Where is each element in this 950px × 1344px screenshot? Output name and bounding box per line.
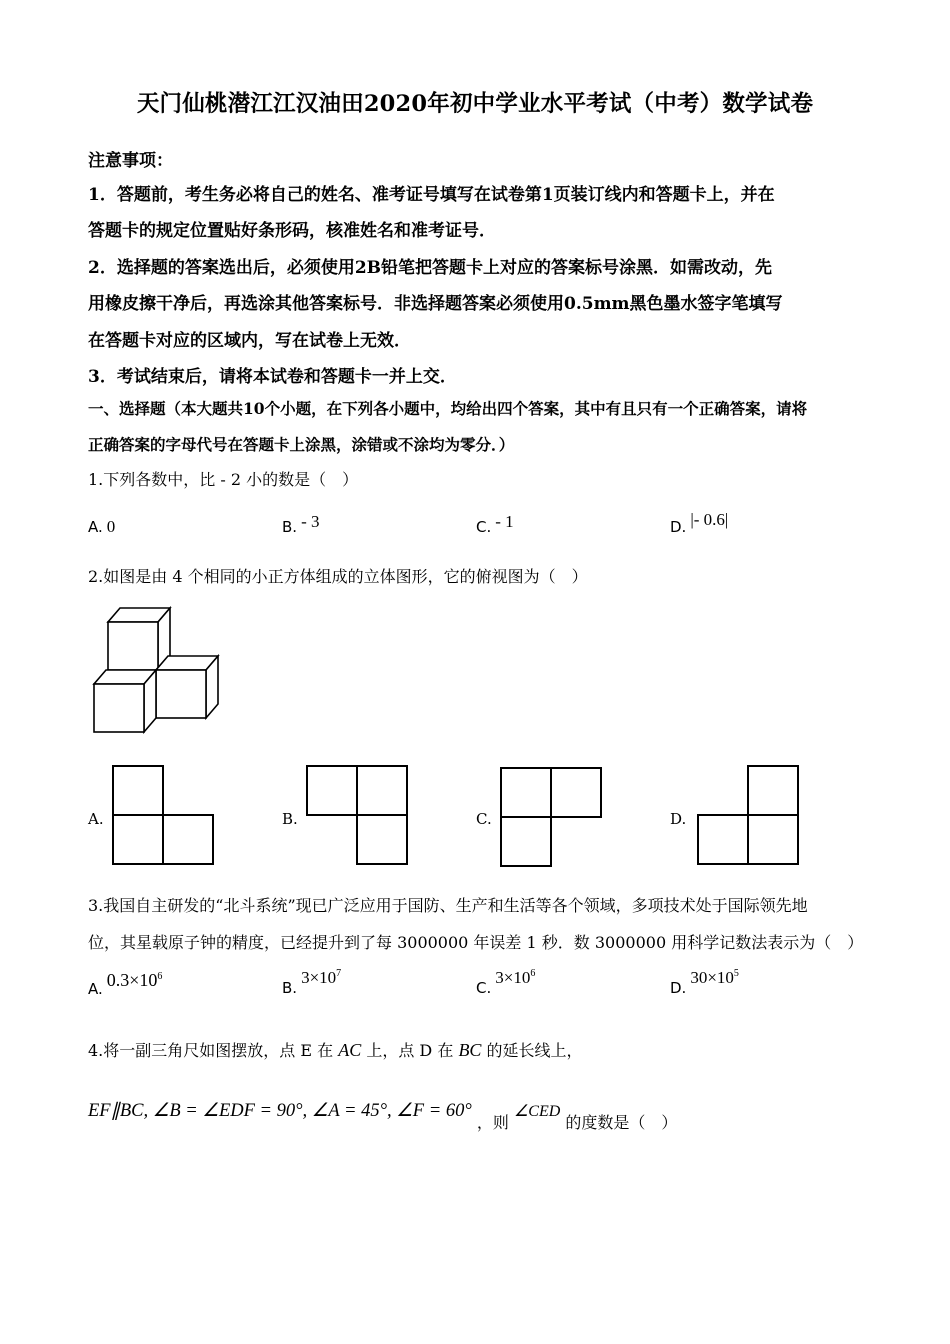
q2-option-d-label: D. [670, 810, 687, 828]
q2-option-c-figure [500, 767, 602, 867]
segment-ac: AC [338, 1040, 362, 1060]
option-label: A. [88, 980, 103, 998]
note-line: 在答题卡对应的区域内，写在试卷上无效． [88, 331, 411, 351]
cube-figure [92, 604, 222, 734]
q1-option-a [88, 517, 115, 537]
q2-option-c-label: C. [476, 810, 492, 828]
option-value: - 3 [301, 512, 320, 531]
q1-option-c [476, 512, 514, 537]
q3-option-c [476, 968, 536, 998]
q3-option-a [88, 970, 163, 999]
question-1-stem: 1.下列各数中，比 - 2 小的数是（ ） [88, 470, 359, 489]
option-label: D. [670, 979, 687, 997]
option-label: A. [88, 518, 103, 536]
option-value: $3\times 10^7$ [301, 968, 342, 987]
question-4-condition: EF∥BC, ∠B = ∠EDF = 90°, ∠A = 45°, ∠F = 60° ，则 ∠CED 的度数是（ ） [88, 1101, 678, 1132]
q2-option-d-figure [697, 765, 799, 865]
option-label: C. [476, 979, 492, 997]
q3-option-b [282, 968, 342, 998]
section-heading-cont: 正确答案的字母代号在答题卡上涂黑，涂错或不涂均为零分．） [88, 435, 515, 454]
option-value: |- 0.6| [690, 510, 729, 529]
option-label: B. [282, 518, 298, 536]
question-4-stem: 4.将一副三角尺如图摆放，点 E 在 AC 上，点 D 在 BC 的延长线上， [88, 1040, 583, 1060]
note-line: 答题卡的规定位置贴好条形码，核准姓名和准考证号． [88, 221, 496, 241]
option-value: $0.3\times 10^6$ [106, 970, 163, 990]
option-value: $3\times 10^6$ [495, 968, 536, 987]
q1-option-d [670, 510, 729, 537]
condition-formula: EF∥BC, ∠B = ∠EDF = 90°, ∠A = 45°, ∠F = 60° [88, 1101, 472, 1121]
q2-option-b-label: B. [282, 810, 298, 828]
option-label: C. [476, 518, 492, 536]
q2-option-b-figure [306, 765, 408, 865]
segment-bc: BC [458, 1040, 482, 1060]
angle-ced: ∠CED [513, 1103, 561, 1120]
option-label: B. [282, 979, 298, 997]
option-value: $30\times 10^5$ [690, 968, 739, 987]
q3-option-d [670, 968, 739, 998]
section-heading: 一、选择题（本大题共10个小题，在下列各小题中，均给出四个答案，其中有且只有一个正确答案，请将 [88, 399, 808, 418]
q2-option-a-figure [112, 765, 214, 865]
note-line: 用橡皮擦干净后，再选涂其他答案标号．非选择题答案必须使用0.5mm黑色墨水签字笔填写 [88, 294, 783, 314]
q2-option-a-label: A. [88, 810, 104, 828]
notes-heading: 注意事项： [88, 151, 173, 171]
question-3-stem: 3.我国自主研发的“北斗系统”现已广泛应用于国防、生产和生活等各个领域，多项技术处于国际领先地 [88, 896, 808, 915]
note-line: 3．考试结束后，请将本试卷和答题卡一并上交． [88, 367, 457, 387]
note-line: 1．答题前，考生务必将自己的姓名、准考证号填写在试卷第1页装订线内和答题卡上，并在 [88, 185, 775, 205]
q1-option-b [282, 512, 320, 537]
option-value: 0 [106, 517, 116, 536]
note-line: 2．选择题的答案选出后，必须使用2B铅笔把答题卡上对应的答案标号涂黑．如需改动，先 [88, 258, 773, 278]
option-label: D. [670, 518, 687, 536]
question-2-stem: 2.如图是由 4 个相同的小正方体组成的立体图形，它的俯视图为（ ） [88, 567, 588, 586]
question-3-stem-cont: 位，其星载原子钟的精度，已经提升到了每 3000000 年误差 1 秒．数 3000000 用科学记数法表示为（ ） [88, 933, 864, 952]
exam-title: 天门仙桃潜江江汉油田2020年初中学业水平考试（中考）数学试卷 [136, 91, 814, 117]
option-value: - 1 [495, 512, 514, 531]
